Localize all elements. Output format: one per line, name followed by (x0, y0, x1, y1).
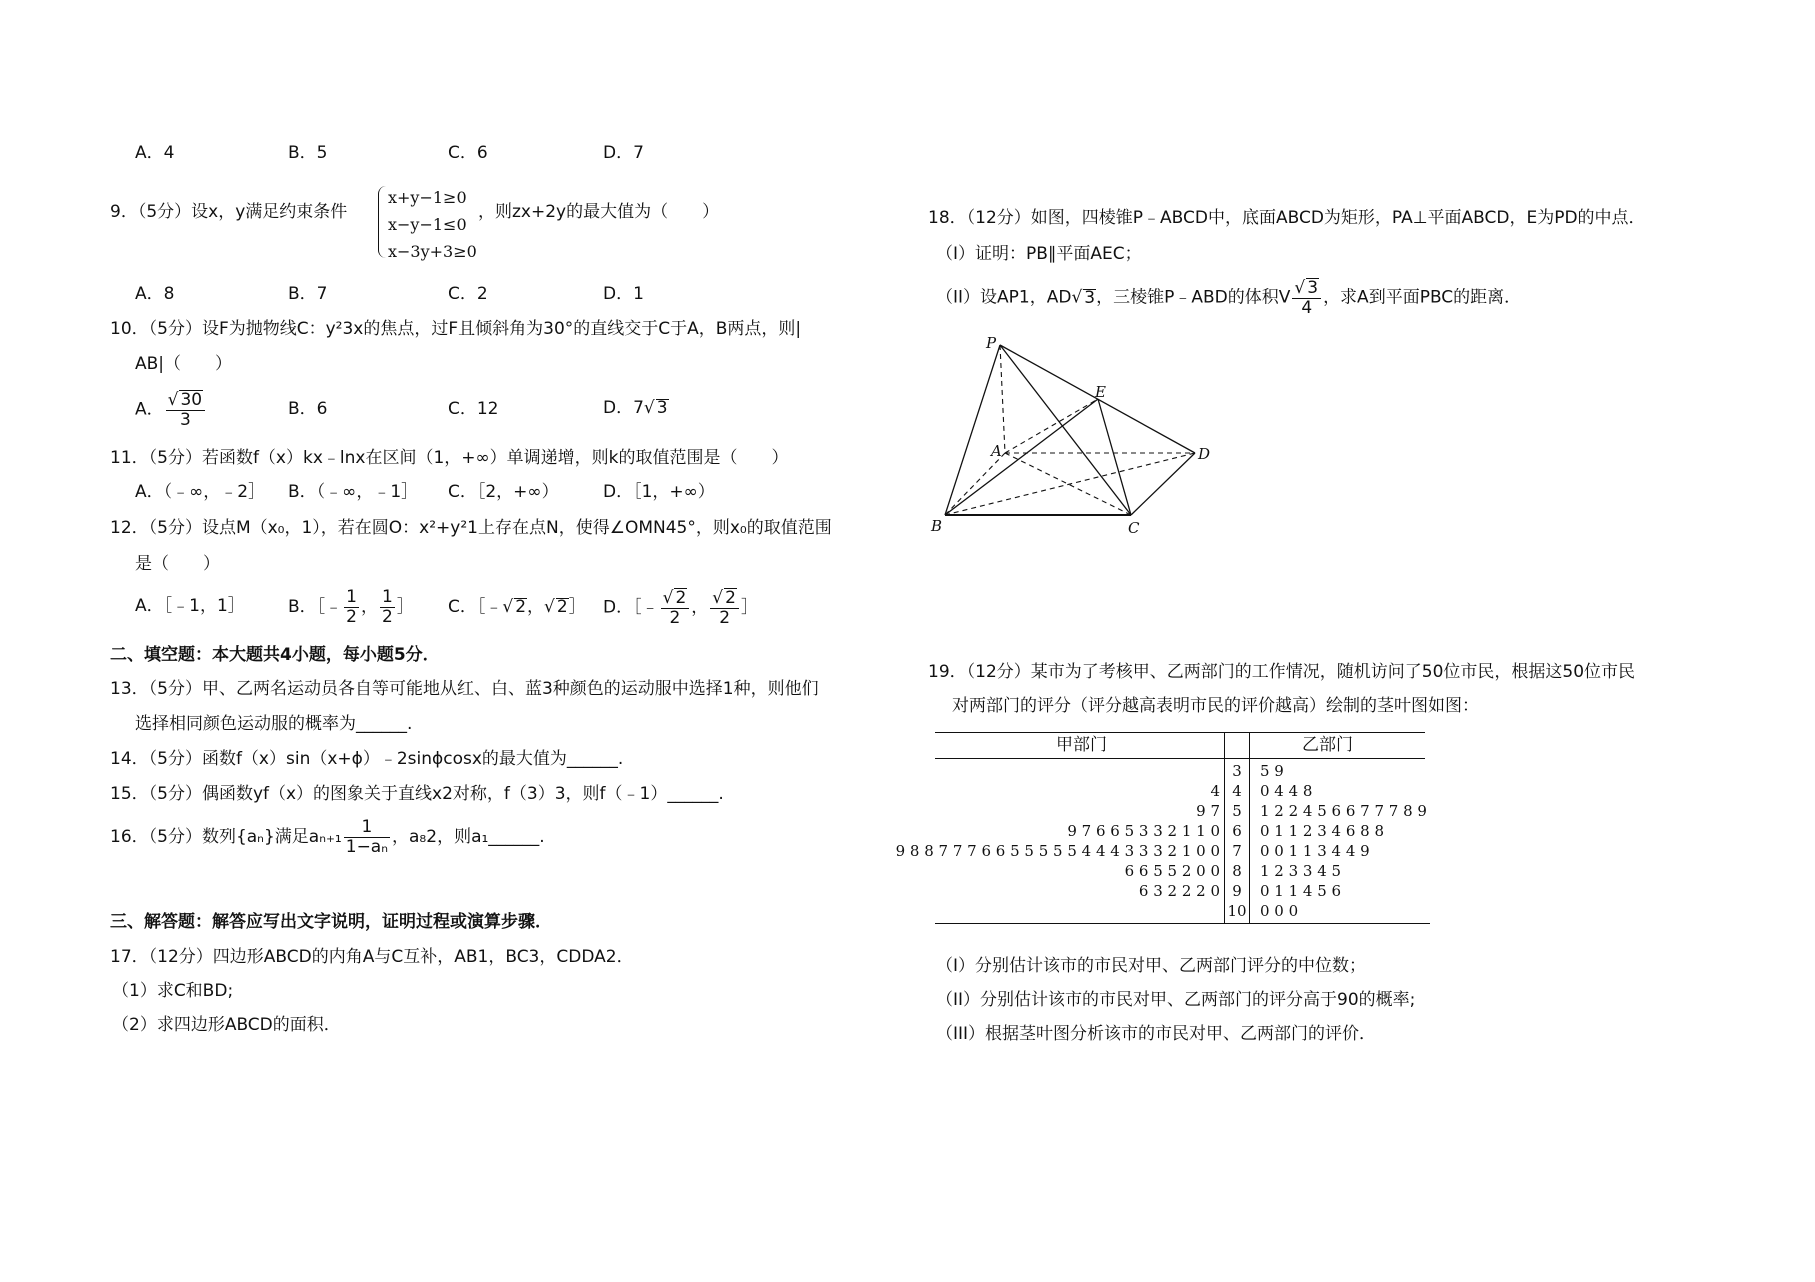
q16-stem-end: ，a₈2，则a₁______. (392, 827, 545, 848)
vertex-label-E: E (1095, 383, 1106, 401)
q10-option-c: C．12 (448, 399, 499, 419)
q18-stem: 18．（12分）如图，四棱锥P﹣ABCD中，底面ABCD为矩形，PA⊥平面ABCD，E为PD的中点． (928, 208, 1646, 228)
leaf-row-stem: 6 (1232, 822, 1242, 840)
frac-radicand: 2 (675, 588, 687, 608)
leaf-row-left: 6 6 5 5 2 0 0 (1124, 862, 1220, 880)
q18-part-1: （I）证明：PB∥平面AEC； (936, 244, 1142, 264)
q11-stem: 11．（5分）若函数f（x）kx﹣lnx在区间（1，+∞）单调递增，则k的取值范围是（ ） (110, 448, 789, 468)
edge-AE (1005, 399, 1098, 453)
q9-option-d: D．1 (603, 284, 644, 304)
frac-denominator: 4 (1301, 297, 1313, 318)
vertex-label-B: B (931, 517, 943, 535)
q18-part-2-start: （II）设AP1，AD (936, 287, 1072, 308)
pyramid-figure (925, 335, 1225, 545)
q11-option-d: D．［1，+∞） (603, 482, 715, 502)
q13-stem-line2: 选择相同颜色运动服的概率为______. (135, 714, 413, 734)
q17-stem: 17．（12分）四边形ABCD的内角A与C互补，AB1，BC3，CDDA2． (110, 947, 634, 967)
q12-option-d-label: D．［﹣ (603, 597, 659, 618)
q10-option-d-radicand: 3 (656, 398, 668, 418)
q12-option-d (603, 588, 758, 627)
table-top-rule (935, 732, 1425, 733)
frac-numerator: 1 (344, 818, 390, 838)
section-3-heading: 三、解答题：解答应写出文字说明，证明过程或演算步骤． (110, 912, 552, 932)
leaf-row-right: 0 0 0 (1260, 902, 1299, 920)
q9-option-b: B．7 (288, 284, 328, 304)
q12-option-b-label: B．［﹣ (288, 597, 343, 618)
leaf-row-right: 0 1 1 4 5 6 (1260, 882, 1342, 900)
q11-option-a: A．（﹣∞，﹣2］ (135, 482, 266, 502)
frac-denominator: 2 (382, 606, 393, 627)
vertex-label-C: C (1128, 519, 1140, 537)
edge-AB (945, 453, 1005, 515)
frac-radicand: 2 (725, 588, 736, 608)
q12-option-c-comma: ， (527, 597, 545, 617)
q12-option-d-comma: ， (691, 597, 709, 618)
leaf-row-right: 1 2 2 4 5 6 6 7 7 7 8 9 (1260, 802, 1427, 820)
q18-part-2: （II）设AP1，AD√ 3，三棱锥P﹣ABD的体积V $\frac{√ 3}{4}$ ，求A到平面PBC的距离． (936, 278, 1522, 318)
q16-fraction (344, 818, 390, 856)
leaf-row-right: 0 4 4 8 (1260, 782, 1313, 800)
q17-part-2: （2）求四边形ABCD的面积． (112, 1015, 341, 1035)
vertex-label-P: P (986, 335, 997, 352)
q12-option-d-close: ］ (740, 597, 758, 618)
leaf-row-stem: 5 (1232, 802, 1242, 820)
q12-option-b-frac1 (344, 588, 359, 626)
q10-stem-line2: AB|（ ） (135, 354, 233, 374)
q10-option-a (135, 390, 207, 429)
leaf-row-left: 6 3 2 2 2 0 (1138, 882, 1220, 900)
edge-CD (1131, 453, 1195, 515)
edge-PB (945, 345, 1000, 515)
q10-option-a-label: A． (135, 399, 164, 420)
q14-stem: 14．（5分）函数f（x）sin（x+ϕ）﹣2sinϕcosx的最大值为______. (110, 749, 624, 769)
q12-option-b-close: ］ (396, 597, 414, 618)
frac-numerator: 1 (382, 587, 393, 607)
q12-stem-line1: 12．（5分）设点M（x₀，1），若在圆O：x²+y²1上存在点N，使得∠OMN45°，则x₀的取值范围 (110, 518, 832, 538)
q9-constraint-1: x+y−1≥0 (388, 188, 467, 207)
q9-option-c: C．2 (448, 284, 488, 304)
vertex-label-A: A (991, 442, 1002, 460)
q9-constraint-brace (378, 186, 387, 258)
q12-option-b-comma: ， (361, 597, 378, 618)
vertex-label-D: D (1198, 445, 1211, 463)
frac-denominator: 2 (346, 606, 357, 627)
leaf-row-stem: 3 (1232, 762, 1242, 780)
table-header-left: 甲部门 (1056, 735, 1107, 755)
q10-stem-line1: 10．（5分）设F为抛物线C：y²3x的焦点，过F且倾斜角为30°的直线交于C于A，B两点，则| (110, 319, 802, 339)
leaf-row-right: 0 1 1 2 3 4 6 8 8 (1260, 822, 1385, 840)
edge-BD (945, 453, 1195, 515)
q12-option-c-radicand2: 2 (556, 597, 568, 617)
q18-part-2-mid: ，三棱锥P﹣ABD的体积V (1096, 287, 1291, 308)
q10-option-a-radicand: 30 (180, 390, 203, 410)
q9-constraint-system (388, 184, 477, 265)
q11-option-c: C．［2，+∞） (448, 482, 559, 502)
q12-option-c-close: ］ (568, 597, 586, 617)
q9-constraint-2: x−y−1≤0 (388, 215, 467, 234)
q12-option-b (288, 588, 414, 626)
leaf-row-right: 5 9 (1260, 762, 1284, 780)
q19-part-3: （III）根据茎叶图分析该市的市民对甲、乙两部门的评价． (936, 1024, 1377, 1044)
q19-part-1: （I）分别估计该市的市民对甲、乙两部门评分的中位数； (936, 956, 1367, 976)
frac-numerator: 1 (346, 587, 357, 607)
edge-EC (1098, 399, 1131, 515)
q15-stem: 15．（5分）偶函数yf（x）的图象关于直线x2对称，f（3）3，则f（﹣1）______. (110, 784, 724, 804)
table-divider-left (1224, 732, 1225, 923)
q16-stem (110, 818, 545, 856)
q9-stem-start: 9．（5分）设x，y满足约束条件 (110, 202, 348, 222)
table-header-right: 乙部门 (1302, 735, 1353, 755)
frac-denominator: 2 (719, 607, 731, 628)
stem-leaf-table (895, 728, 1430, 928)
leaf-row-stem: 9 (1232, 882, 1242, 900)
section-2-heading: 二、填空题：本大题共4小题，每小题5分． (110, 645, 440, 665)
q16-stem-start: 16．（5分）数列{aₙ}满足aₙ₊₁ (110, 827, 342, 848)
frac-radicand: 3 (1307, 278, 1319, 298)
q12-option-d-frac2: $\frac{√ 2}{2}$ (710, 588, 739, 627)
leaf-row-stem: 10 (1227, 902, 1247, 920)
q12-option-b-frac2 (380, 588, 395, 626)
leaf-row-left: 9 7 (1196, 802, 1220, 820)
q12-stem-line2: 是（ ） (135, 554, 220, 574)
table-bottom-rule (935, 923, 1430, 924)
q8-option-d: D．7 (603, 143, 644, 163)
q10-option-d-label: D．7 (603, 398, 644, 418)
q9-constraint-3: x−3y+3≥0 (388, 242, 477, 261)
leaf-row-left: 4 (1210, 782, 1220, 800)
frac-denominator: 2 (669, 607, 681, 628)
table-divider-right (1249, 732, 1250, 923)
edge-PA (1000, 345, 1005, 453)
table-header-rule (935, 758, 1425, 759)
q18-volume-fraction: $\frac{√ 3}{4}$ (1292, 278, 1321, 317)
q12-option-c-radicand1: 2 (515, 597, 527, 617)
q10-option-a-fraction: $\frac{√ 30}{3}$ (166, 390, 205, 429)
leaf-row-right: 1 2 3 3 4 5 (1260, 862, 1342, 880)
leaf-row-right: 0 0 1 1 3 4 4 9 (1260, 842, 1370, 860)
edge-BE (945, 399, 1098, 515)
q9-option-a: A．8 (135, 284, 175, 304)
leaf-row-stem: 4 (1232, 782, 1242, 800)
leaf-row-left: 9 7 6 6 5 3 3 2 1 1 0 (1067, 822, 1220, 840)
edge-PC (1000, 345, 1131, 515)
q9-stem-end: ，则zx+2y的最大值为（ ） (478, 202, 720, 222)
q18-part-2-end: ，求A到平面PBC的距离． (1323, 287, 1522, 308)
q19-stem-line1: 19．（12分）某市为了考核甲、乙两部门的工作情况，随机访问了50位市民，根据这50位市民 (928, 662, 1636, 682)
q12-option-d-frac1: $\frac{√ 2}{2}$ (661, 588, 690, 627)
q18-ad-radicand: 3 (1084, 287, 1096, 308)
q13-stem-line1: 13．（5分）甲、乙两名运动员各自等可能地从红、白、蓝3种颜色的运动服中选择1种，则他们 (110, 679, 819, 699)
q10-option-b: B．6 (288, 399, 328, 419)
q8-option-b: B．5 (288, 143, 328, 163)
q19-stem-line2: 对两部门的评分（评分越高表明市民的评价越高）绘制的茎叶图如图： (952, 696, 1479, 716)
q19-part-2: （II）分别估计该市的市民对甲、乙两部门的评分高于90的概率; (936, 990, 1416, 1010)
q17-part-1: （1）求C和BD; (112, 981, 234, 1001)
q12-option-c-label: C．［﹣ (448, 597, 503, 617)
q11-option-b: B．（﹣∞，﹣1］ (288, 482, 419, 502)
q10-option-d: D．7√ 3 (603, 398, 668, 418)
leaf-row-stem: 8 (1232, 862, 1242, 880)
q12-option-a: A．［﹣1，1］ (135, 596, 245, 616)
q10-option-a-denominator: 3 (179, 409, 191, 430)
q12-option-c: C．［﹣√ 2，√ 2］ (448, 597, 586, 617)
q8-option-a: A．4 (135, 143, 175, 163)
q8-option-c: C．6 (448, 143, 488, 163)
leaf-row-left: 9 8 8 7 7 7 6 6 5 5 5 5 5 4 4 4 3 3 3 2 1 0 0 (895, 842, 1220, 860)
leaf-row-stem: 7 (1232, 842, 1242, 860)
frac-denominator: 1−aₙ (345, 836, 389, 857)
